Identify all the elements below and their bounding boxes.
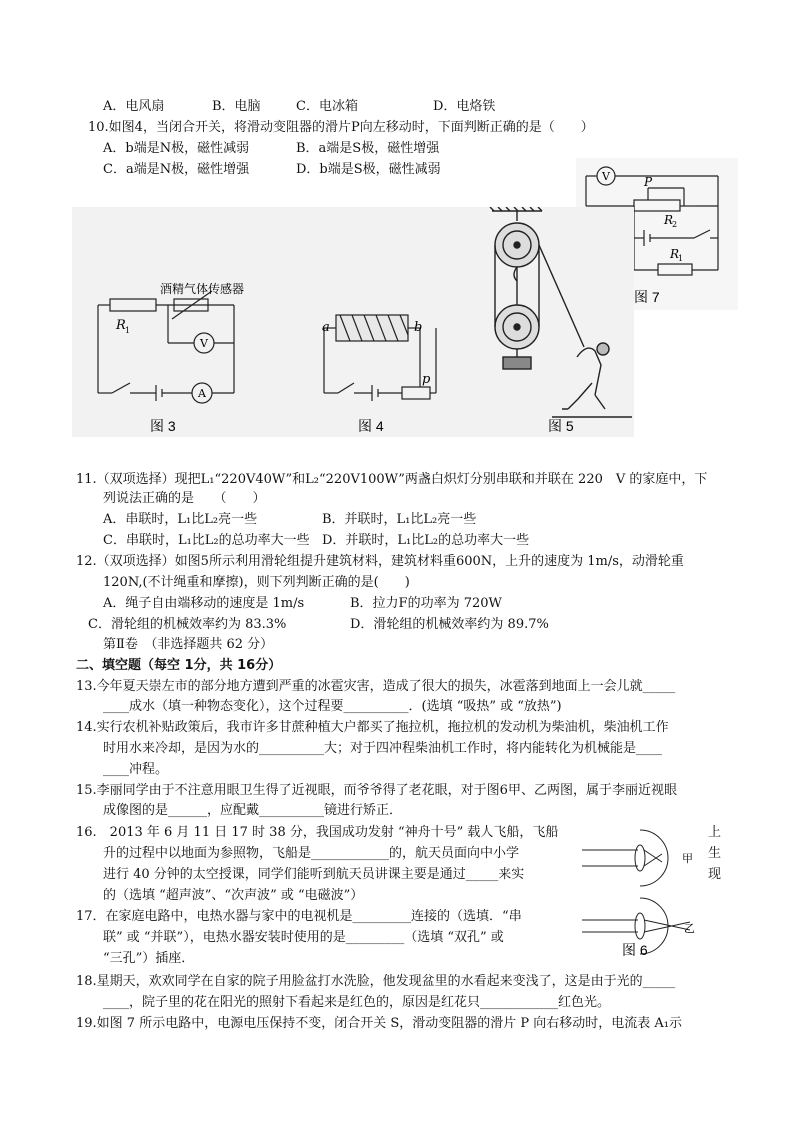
q11-option-d: D．并联时，L₁比L₂的总功率大一些	[322, 533, 530, 548]
q11-option-c: C．串联时，L₁比L₂的总功率大一些	[103, 533, 310, 548]
q9-option-b: B．电脑	[212, 99, 261, 114]
fig7-r2-sub: 2	[672, 220, 678, 229]
q16-line3: 进行 40 分钟的太空授课，同学们能听到航天员讲课主要是通过_____来实	[103, 867, 525, 882]
q17-line1: 17．在家庭电路中，电热水器与家中的电视机是_________连接的（选填．“串	[76, 909, 522, 924]
q13-line1: 13.今年夏天崇左市的部分地方遭到严重的冰雹灾害，造成了很大的损失，冰雹落到地面上一会儿就_____	[76, 679, 676, 694]
q10-stem: 10.如图4，当闭合开关，将滑动变阻器的滑片P向左移动时，下面判断正确的是（ ）	[88, 120, 594, 135]
fig3-r1-label: R	[116, 318, 126, 333]
q13-line2: ____成水（填一种物态变化），这个过程要__________．(选填 “吸热” 或 “放热”)	[103, 699, 562, 714]
q11-stem-line2: 列说法正确的是 （ ）	[103, 491, 266, 506]
q14-line2: 时用水来冷却，是因为水的__________大；对于四冲程柴油机工作时，将内能转化为机械能是____	[103, 741, 663, 756]
fig4-slider-p: p	[422, 372, 431, 387]
q9-option-d: D．电烙铁	[433, 99, 496, 114]
q10-option-d: D．b端是S极，磁性减弱	[296, 162, 441, 177]
q16-line2: 升的过程中以地面为参照物，飞船是____________的，航天员面向中小学	[103, 846, 520, 861]
q12-option-d: D．滑轮组的机械效率约为 89.7%	[350, 617, 549, 632]
q10-option-c: C．a端是N极，磁性增强	[103, 162, 250, 177]
fig7-voltmeter-label: V	[602, 170, 610, 183]
fig6-caption: 图 6	[622, 942, 648, 958]
q12-option-c: C．滑轮组的机械效率约为 83.3%	[88, 617, 287, 632]
q11-option-a: A．串联时，L₁比L₂亮一些	[103, 512, 258, 527]
q18-line1: 18.星期天，欢欢同学在自家的院子用脸盆打水洗脸，他发现盆里的水看起来变浅了，这是由于光的_____	[76, 974, 676, 989]
fig3-voltmeter-label: V	[200, 337, 208, 350]
fig7-r2-label: R	[664, 213, 674, 227]
q12-option-b: B．拉力F的功率为 720W	[350, 596, 502, 611]
q17-line3: “三孔”）插座．	[103, 951, 195, 966]
q9-option-c: C．电冰箱	[296, 99, 358, 114]
volume-2-heading: 第Ⅱ卷 （非选择题共 62 分）	[103, 637, 274, 652]
fig6-yi-label: 乙	[684, 922, 695, 935]
q19-line1: 19.如图 7 所示电路中，电源电压保持不变，闭合开关 S，滑动变阻器的滑片 P 向右移动时，电流表 A₁示	[76, 1016, 682, 1031]
fig7-r1-label: R	[670, 247, 680, 261]
fig7-caption: 图 7	[634, 289, 660, 305]
q16-right-3: 现	[708, 867, 722, 882]
q12-option-a: A．绳子自由端移动的速度是 1m/s	[103, 596, 305, 611]
q15-line2: 成像图的是______，应配戴__________镜进行矫正．	[103, 803, 403, 818]
q16-line1: 16. 2013 年 6 月 11 日 17 时 38 分，我国成功发射 “神舟十号” 载人飞船，飞船	[76, 825, 559, 840]
q14-line3: ____冲程。	[103, 762, 169, 777]
fig7-p-label: P	[644, 175, 653, 189]
q10-option-a: A．b端是N极，磁性减弱	[103, 141, 250, 156]
fig3-r1-sub: 1	[125, 326, 131, 335]
q11-stem-line1: 11.（双项选择）现把L₁“220V40W”和L₂“220V100W”两盏白炽灯分别串联和并联在 220 V 的家庭中，下	[76, 472, 708, 487]
q16-right-2: 生	[708, 846, 722, 861]
fig3-ammeter-label: A	[198, 387, 206, 400]
q16-right-1: 上	[708, 825, 722, 840]
fig3-sensor-label: 酒精气体传感器	[160, 282, 245, 296]
q15-line1: 15.李丽同学由于不注意用眼卫生得了近视眼，而爷爷得了老花眼，对于图6甲、乙两图，属于李丽近视眼	[76, 783, 677, 798]
fig5-caption: 图 5	[548, 418, 574, 434]
q18-line2: ____，院子里的花在阳光的照射下看起来是红色的，原因是红花只____________红色光。	[103, 995, 611, 1010]
fig4-caption: 图 4	[358, 418, 384, 434]
q17-line2: 联” 或 “并联”），电热水器安装时使用的是_________（选填 “双孔” 或	[103, 930, 504, 945]
q16-line4: 的（选填 “超声波”、“次声波” 或 “电磁波”）	[103, 888, 364, 903]
q9-option-a: A．电风扇	[103, 99, 165, 114]
part-2-heading: 二、填空题（每空 1分，共 16分）	[76, 658, 282, 673]
fig3-caption: 图 3	[150, 418, 176, 434]
figure-6-eyes	[578, 824, 704, 958]
fig6-jia-label: 甲	[682, 852, 693, 865]
q10-option-b: B．a端是S极，磁性增强	[296, 141, 440, 156]
fig4-end-b: b	[414, 320, 423, 335]
fig7-r1-sub: 1	[678, 254, 684, 263]
q14-line1: 14.实行农机补贴政策后，我市许多甘蔗种植大户都买了拖拉机，拖拉机的发动机为柴油机，柴油机工作	[76, 720, 669, 735]
figures-3-4-5	[72, 207, 634, 437]
fig4-end-a: a	[322, 320, 330, 335]
q12-stem-line1: 12.（双项选择）如图5所示利用滑轮组提升建筑材料，建筑材料重600N，上升的速度为 1m/s，动滑轮重	[76, 554, 684, 569]
q11-option-b: B．并联时，L₁比L₂亮一些	[322, 512, 477, 527]
q12-stem-line2: 120N,(不计绳重和摩擦)，则下列判断正确的是( )	[103, 575, 410, 590]
